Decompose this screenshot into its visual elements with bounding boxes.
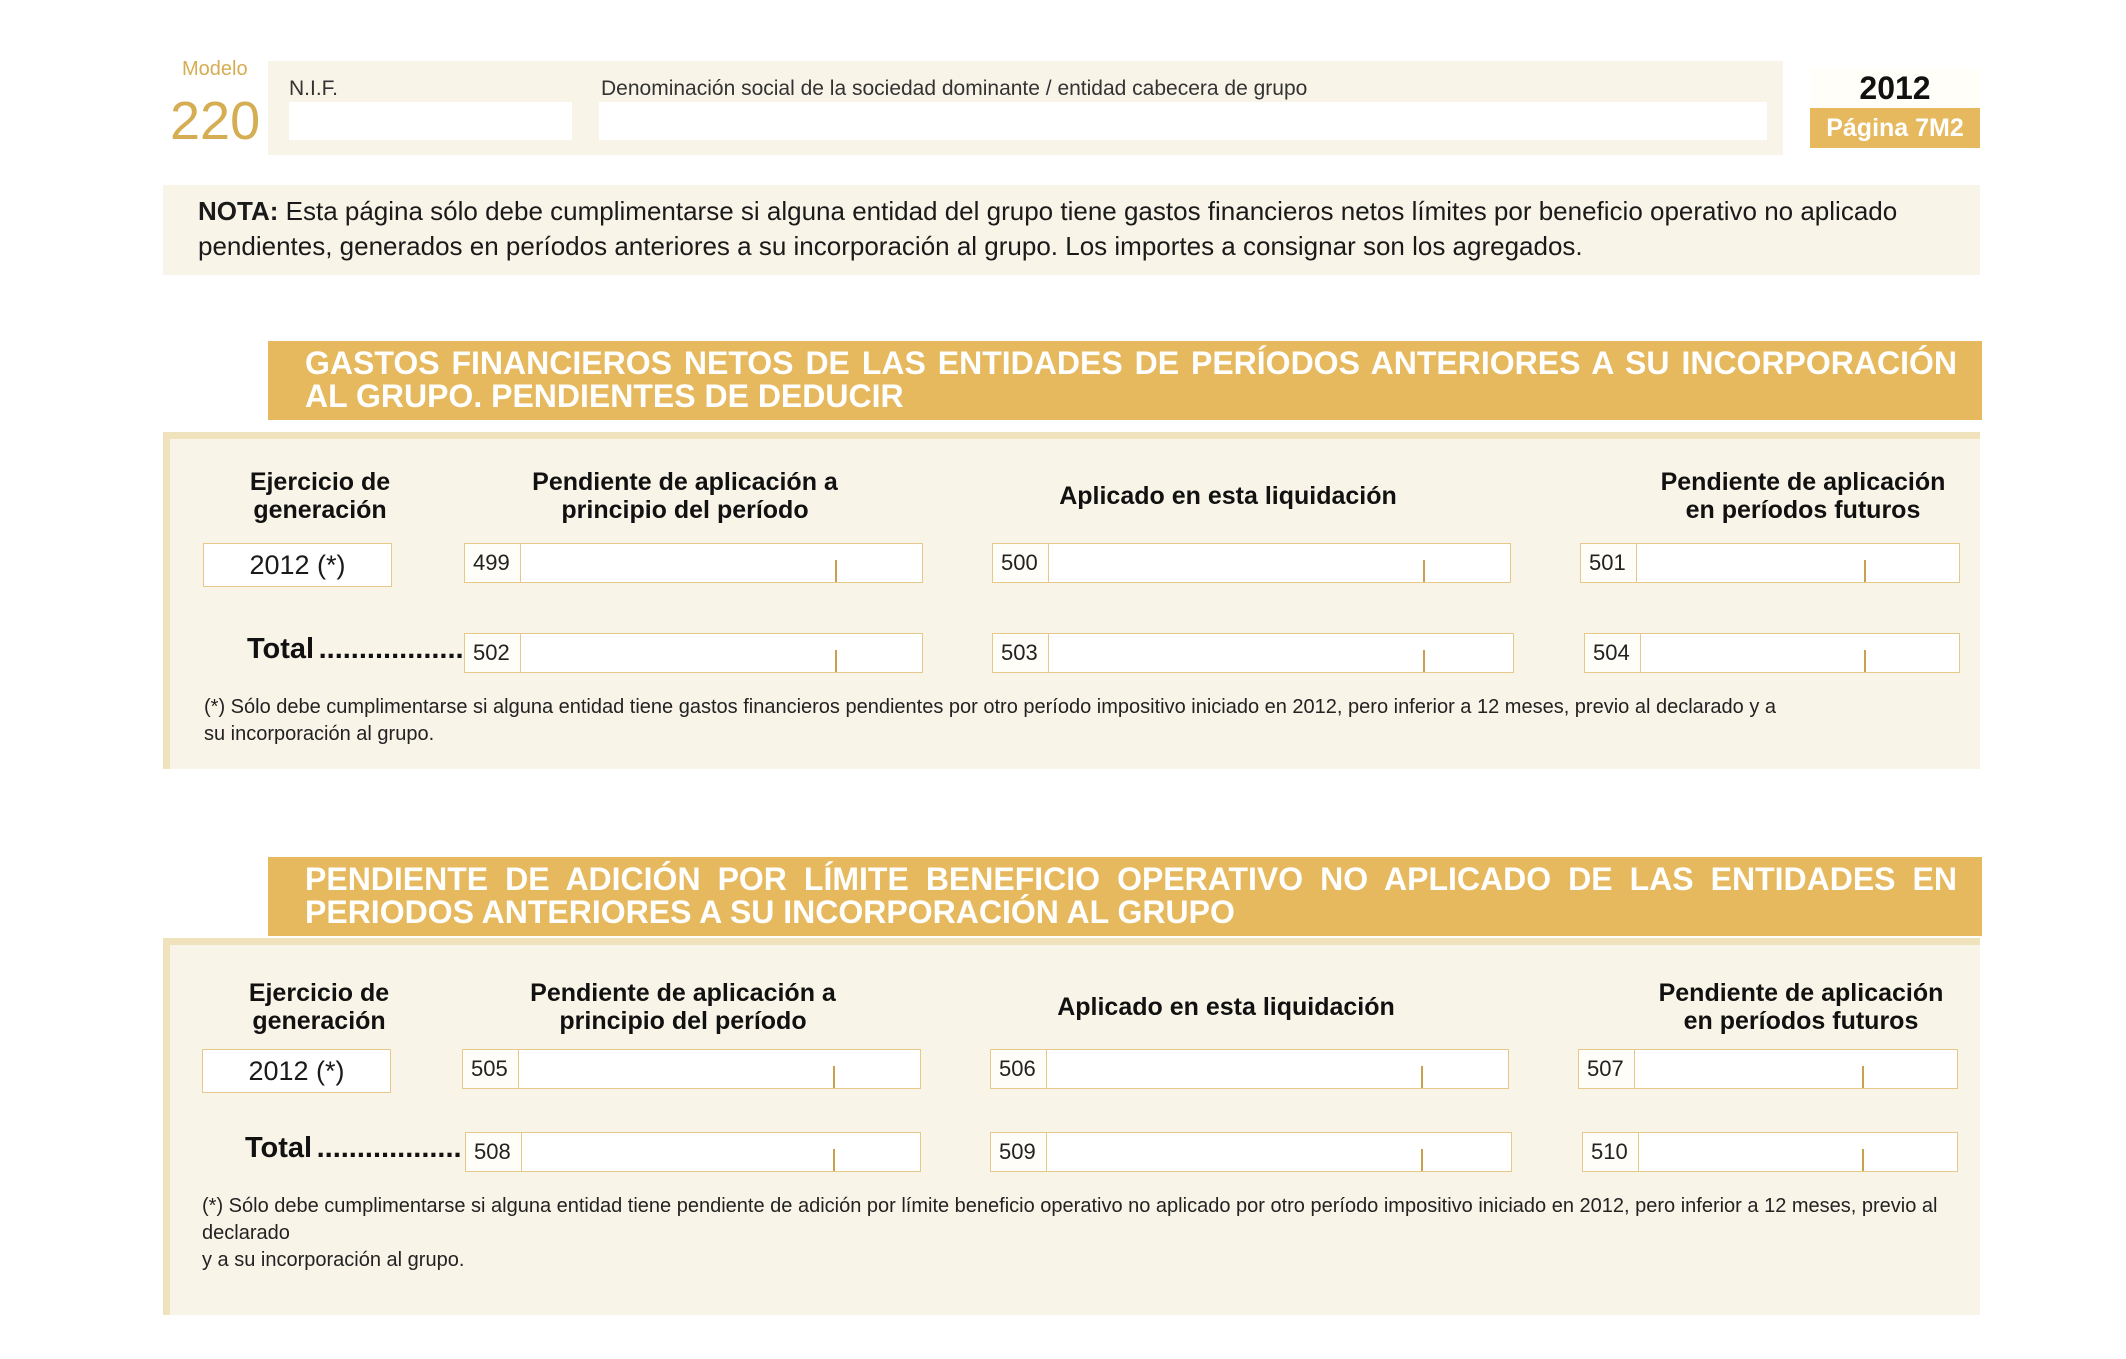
page-badge: Página 7M2 — [1810, 108, 1980, 148]
section2-col-a-header — [513, 979, 853, 1035]
denominacion-label: Denominación social de la sociedad dominante / entidad cabecera de grupo — [601, 77, 1308, 100]
decimal-separator — [835, 560, 837, 582]
amount-input[interactable] — [1047, 1133, 1511, 1171]
section2-body — [163, 938, 1980, 1315]
section1-total-label — [247, 633, 464, 666]
header-line: Pendiente de aplicación — [1660, 468, 1946, 496]
footnote-line: (*) Sólo debe cumplimentarse si alguna entidad tiene pendiente de adición por límite beneficio operativo no aplicado por otro período impositivo iniciado en 2012, pero inferior a 12 meses, previo al declarado — [202, 1195, 1938, 1244]
amount-input[interactable] — [1641, 634, 1959, 672]
total-text: Total — [245, 1132, 313, 1164]
year-badge: 2012 — [1810, 68, 1980, 108]
nif-label: N.I.F. — [289, 77, 339, 100]
box-507[interactable] — [1578, 1049, 1958, 1089]
box-506[interactable] — [990, 1049, 1509, 1089]
note-text: Esta página sólo debe cumplimentarse si alguna entidad del grupo tiene gastos financieros netos límites por beneficio operativo no aplicado pendientes, generados en períodos anteriores a su incorporación al grupo. Los importes a consignar son los agregados. — [198, 196, 1898, 261]
header-panel — [268, 61, 1783, 155]
decimal-separator — [1862, 1066, 1864, 1088]
amount-input[interactable] — [1047, 1050, 1508, 1088]
decimal-separator — [1421, 1066, 1423, 1088]
decimal-separator — [1423, 560, 1425, 582]
decimal-separator — [835, 650, 837, 672]
header-line: principio del período — [561, 496, 809, 524]
amount-input[interactable] — [522, 1133, 920, 1171]
box-code: 510 — [1583, 1133, 1639, 1171]
decimal-separator — [1423, 650, 1425, 672]
footnote-line: y a su incorporación al grupo. — [202, 1249, 465, 1271]
header-line: Ejercicio de — [249, 468, 391, 496]
box-code: 506 — [991, 1050, 1047, 1088]
note-box — [163, 185, 1980, 275]
box-code: 502 — [465, 634, 521, 672]
section1-footnote — [204, 694, 1904, 748]
total-dots: .................. — [316, 1132, 462, 1164]
box-code: 507 — [1579, 1050, 1635, 1088]
box-499[interactable] — [464, 543, 923, 583]
header-line: generación — [252, 1007, 386, 1035]
box-505[interactable] — [462, 1049, 921, 1089]
box-code: 504 — [1585, 634, 1641, 672]
total-text: Total — [247, 633, 315, 665]
decimal-separator — [1864, 650, 1866, 672]
box-504[interactable] — [1584, 633, 1960, 673]
box-code: 500 — [993, 544, 1049, 582]
amount-input[interactable] — [1635, 1050, 1957, 1088]
amount-input[interactable] — [1639, 1133, 1957, 1171]
box-code: 509 — [991, 1133, 1047, 1171]
box-503[interactable] — [992, 633, 1514, 673]
amount-input[interactable] — [519, 1050, 920, 1088]
header-line: principio del período — [559, 1007, 807, 1035]
decimal-separator — [1862, 1149, 1864, 1171]
amount-input[interactable] — [1637, 544, 1959, 582]
note-bold-label: NOTA: — [198, 196, 279, 226]
footnote-line: (*) Sólo debe cumplimentarse si alguna entidad tiene gastos financieros pendientes por otro período impositivo iniciado en 2012, pero inferior a 12 meses, previo al declarado y a — [204, 696, 1777, 718]
box-500[interactable] — [992, 543, 1511, 583]
header-line: Pendiente de aplicación — [1658, 979, 1944, 1007]
section2-col-c-header — [1631, 979, 1971, 1035]
box-502[interactable] — [464, 633, 923, 673]
box-code: 503 — [993, 634, 1049, 672]
modelo-number: 220 — [170, 91, 261, 151]
box-501[interactable] — [1580, 543, 1960, 583]
header-line: en períodos futuros — [1683, 1007, 1919, 1035]
amount-input[interactable] — [1049, 544, 1510, 582]
section2-footnote — [202, 1193, 1962, 1274]
section2-title: PENDIENTE DE ADICIÓN POR LÍMITE BENEFICIO OPERATIVO NO APLICADO DE LAS ENTIDADES EN PERIODOS ANTERIORES A SU INCORPORACIÓN AL GRUPO — [268, 857, 1982, 936]
nif-field[interactable] — [289, 102, 572, 140]
section2-year-field: 2012 (*) — [202, 1049, 391, 1093]
section1-col-b-header: Aplicado en esta liquidación — [1059, 482, 1397, 510]
amount-input[interactable] — [1049, 634, 1513, 672]
header-line: en períodos futuros — [1685, 496, 1921, 524]
box-509[interactable] — [990, 1132, 1512, 1172]
box-508[interactable] — [465, 1132, 921, 1172]
section1-title: GASTOS FINANCIEROS NETOS DE LAS ENTIDADES DE PERÍODOS ANTERIORES A SU INCORPORACIÓN AL GRUPO. PENDIENTES DE DEDUCIR — [268, 341, 1982, 420]
amount-input[interactable] — [521, 634, 922, 672]
denominacion-field[interactable] — [599, 102, 1767, 140]
modelo-label: Modelo — [182, 58, 248, 80]
decimal-separator — [833, 1066, 835, 1088]
section1-year-field: 2012 (*) — [203, 543, 392, 587]
box-code: 508 — [466, 1133, 522, 1171]
section1-col-year-header — [230, 468, 410, 524]
section2-col-b-header: Aplicado en esta liquidación — [1057, 993, 1395, 1021]
section1-body — [163, 432, 1980, 769]
box-code: 501 — [1581, 544, 1637, 582]
header-line: Pendiente de aplicación a — [532, 468, 838, 496]
section2-col-year-header — [229, 979, 409, 1035]
section1-col-c-header — [1633, 468, 1973, 524]
box-code: 499 — [465, 544, 521, 582]
decimal-separator — [833, 1149, 835, 1171]
box-code: 505 — [463, 1050, 519, 1088]
section1-col-a-header — [515, 468, 855, 524]
decimal-separator — [1864, 560, 1866, 582]
box-510[interactable] — [1582, 1132, 1958, 1172]
header-line: Ejercicio de — [248, 979, 390, 1007]
header-line: generación — [253, 496, 387, 524]
amount-input[interactable] — [521, 544, 922, 582]
header-line: Pendiente de aplicación a — [530, 979, 836, 1007]
section2-total-label — [245, 1132, 462, 1165]
decimal-separator — [1421, 1149, 1423, 1171]
total-dots: .................. — [318, 633, 464, 665]
footnote-line: su incorporación al grupo. — [204, 723, 435, 745]
